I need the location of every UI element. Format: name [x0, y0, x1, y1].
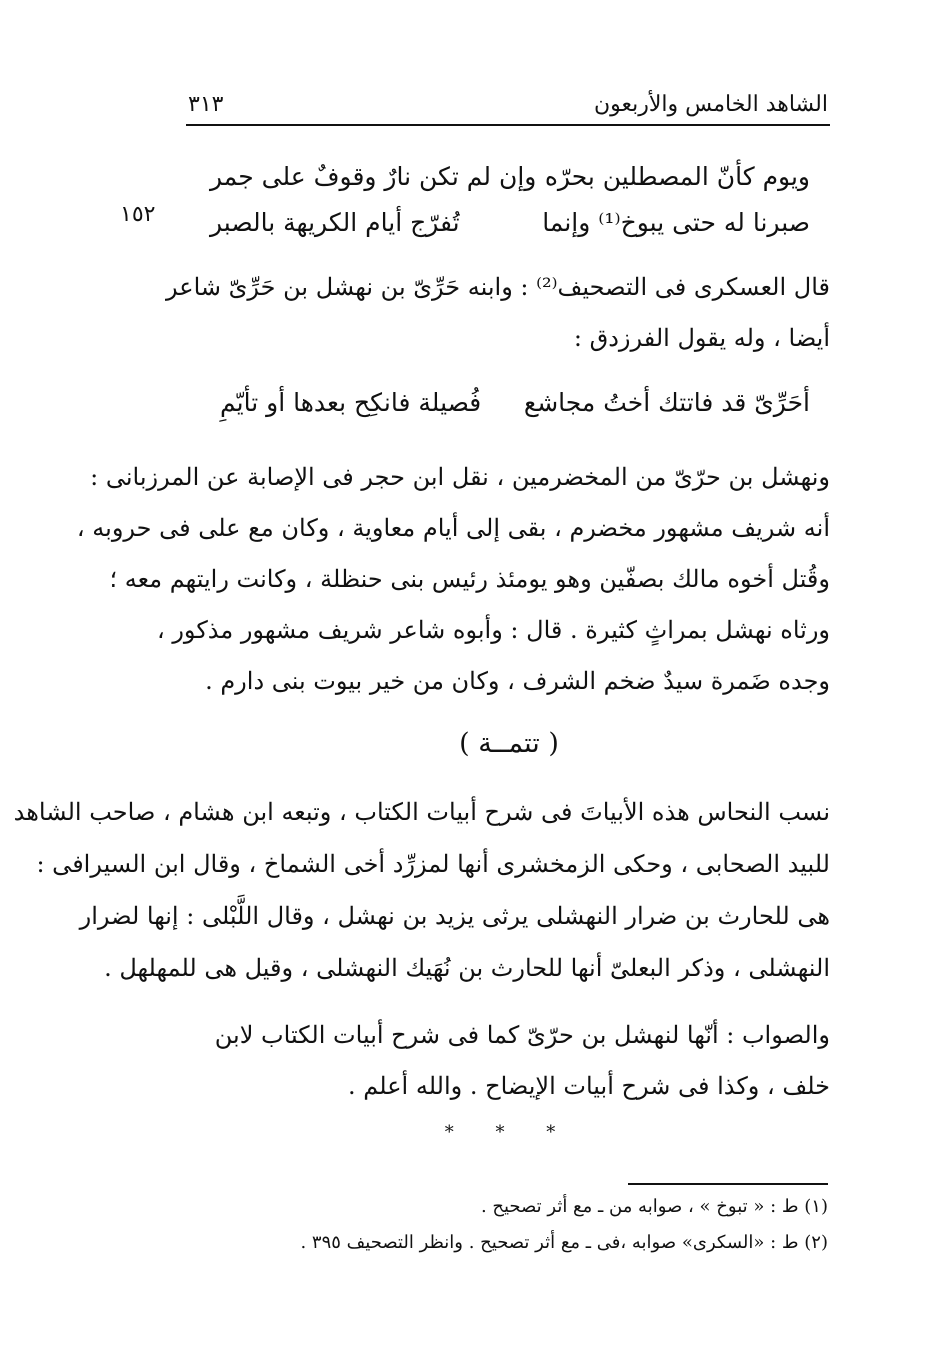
- paragraph-attribution: [13, 786, 830, 994]
- page-header: [188, 86, 828, 122]
- header-rule: [186, 124, 830, 126]
- verse-hemistich-second: تُفرّج أيام الكريهة بالصبر: [210, 207, 460, 237]
- verse-hemistich-first: ويوم كأنّ المصطلين بحرّه: [544, 161, 810, 191]
- text-line: للبيد الصحابى ، وحكى الزمخشرى أنها لمزرِّد أخى الشماخ ، وقال ابن السيرافى :: [36, 850, 830, 878]
- verse-hemistich-second: وإن لم تكن نارٌ وقوفٌ على جمر: [210, 161, 537, 191]
- verse-line: [210, 200, 810, 244]
- chapter-title: الشاهد الخامس والأربعون: [594, 91, 828, 117]
- text-line: هى للحارث بن ضرار النهشلى يرثى يزيد بن نهشل ، وقال اللَّبْلى : إنها لضرار: [79, 902, 830, 930]
- text-line: ورثاه نهشل بمراثٍ كثيرة . قال : وأبوه شاعر شريف مشهور مذكور ،: [156, 616, 830, 644]
- verse-hemistich-first: صبرنا له حتى يبوخ⁽¹⁾ وإنما: [542, 207, 810, 237]
- text-line: وقُتل أخوه مالك بصفّين وهو يومئذ رئيس بنى حنظلة ، وكانت رايتهم معه ؛: [109, 565, 830, 593]
- text-line: خلف ، وكذا فى شرح أبيات الإيضاح . والله أعلم .: [348, 1072, 830, 1100]
- text-line: ونهشل بن حرّىّ من المخضرمين ، نقل ابن حجر فى الإصابة عن المرزبانى :: [90, 463, 830, 491]
- paragraph-tashif: [166, 262, 830, 364]
- footnote: (١) ط : « تبوخ » ، صوابه من ـ مع أثر تصحيح .: [480, 1196, 828, 1217]
- footnote: (٢) ط : «السكرى» صوابه ،فى ـ مع أثر تصحيح . وانظر التصحيف ٣٩٥ .: [300, 1232, 828, 1253]
- text-line: قال العسكرى فى التصحيف⁽²⁾ : وابنه حَرِّىّ بن نهشل بن حَرِّىّ شاعر: [166, 273, 830, 301]
- section-heading: ( تتمــة ): [459, 728, 559, 759]
- text-line: والصواب : أنّها لنهشل بن حرّىّ كما فى شرح أبيات الكتاب لابن: [214, 1021, 830, 1049]
- section-separator-stars: * * *: [444, 1122, 574, 1143]
- footnote-rule: [628, 1183, 828, 1185]
- text-line: وجده ضَمرة سيدٌ ضخم الشرف ، وكان من خير بيوت بنى دارم .: [205, 667, 830, 695]
- verse-line: [210, 154, 810, 198]
- text-line: نسب النحاس هذه الأبياتَ فى شرح أبيات الكتاب ، وتبعه ابن هشام ، صاحب الشاهد: [13, 798, 830, 826]
- paragraph-nahshal: [76, 452, 830, 707]
- verse-hemistich-first: أحَرِّىّ قد فاتتك أختُ مجاشع: [523, 387, 810, 417]
- verse-number: ١٥٢: [120, 202, 156, 227]
- paragraph-conclusion: [188, 1010, 830, 1112]
- page-number: ٣١٣: [188, 91, 224, 117]
- verse-hemistich-second: فُصيلة فانكِح بعدها أو تأيّمِ: [220, 387, 482, 417]
- text-line: أنه شريف مشهور مخضرم ، بقى إلى أيام معاوية ، وكان مع على فى حروبه ،: [76, 514, 830, 542]
- verse-line: [220, 380, 810, 424]
- text-line: أيضا ، وله يقول الفرزدق :: [573, 324, 830, 352]
- text-line: النهشلى ، وذكر البعلىّ أنها للحارث بن نُهَيك النهشلى ، وقيل هى للمهلهل .: [104, 954, 830, 982]
